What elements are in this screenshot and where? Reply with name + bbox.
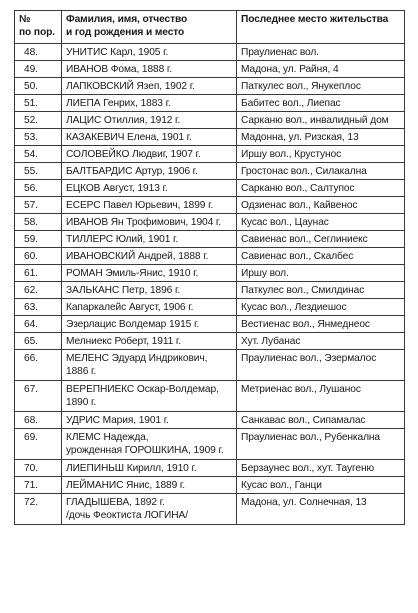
row-name-line: ГЛАДЫШЕВА, 1892 г. xyxy=(66,497,165,508)
row-residence: Вестиенас вол., Янмеднеос xyxy=(237,316,405,333)
row-number: 66. xyxy=(15,350,62,381)
row-name xyxy=(62,112,237,129)
row-number: 48. xyxy=(15,44,62,61)
row-name xyxy=(62,163,237,180)
row-name xyxy=(62,78,237,95)
row-residence: Кусас вол., Цаунас xyxy=(237,214,405,231)
table-row xyxy=(15,197,405,214)
table-row xyxy=(15,231,405,248)
row-name xyxy=(62,299,237,316)
row-number: 55. xyxy=(15,163,62,180)
row-residence: Санкавас вол., Сипамалас xyxy=(237,412,405,429)
row-name xyxy=(62,412,237,429)
row-residence: Кусас вол., Лездиешос xyxy=(237,299,405,316)
row-name-line: БАЛТБАРДИС Артур, 1906 г. xyxy=(66,166,198,177)
row-residence: Праулиенас вол., Эзермалос xyxy=(237,350,405,381)
row-number: 71. xyxy=(15,477,62,494)
table-row xyxy=(15,494,405,525)
table-row xyxy=(15,429,405,460)
row-residence: Хут. Лубанас xyxy=(237,333,405,350)
row-name xyxy=(62,265,237,282)
row-number: 59. xyxy=(15,231,62,248)
table-row xyxy=(15,44,405,61)
row-number: 54. xyxy=(15,146,62,163)
row-residence: Метриенас вол., Лушанос xyxy=(237,381,405,412)
header-number-line: № xyxy=(19,14,31,25)
table-row xyxy=(15,129,405,146)
row-name-line: ВЕРЕПНИЕКС Оскар-Волдемар, xyxy=(66,384,219,395)
row-residence: Гростонас вол., Силакална xyxy=(237,163,405,180)
row-residence: Кусас вол., Ганци xyxy=(237,477,405,494)
row-number: 72. xyxy=(15,494,62,525)
row-number: 51. xyxy=(15,95,62,112)
row-name-line: Эзерлацис Волдемар 1915 г. xyxy=(66,319,200,330)
row-name xyxy=(62,381,237,412)
row-number: 52. xyxy=(15,112,62,129)
table-row xyxy=(15,61,405,78)
table-row xyxy=(15,180,405,197)
row-residence: Паткулес вол., Янукеплос xyxy=(237,78,405,95)
table-row xyxy=(15,350,405,381)
row-name xyxy=(62,248,237,265)
row-name-line: ЕСЕРС Павел Юрьевич, 1899 г. xyxy=(66,200,214,211)
table-row xyxy=(15,477,405,494)
row-number: 69. xyxy=(15,429,62,460)
row-name-line: Капаркалейс Август, 1906 г. xyxy=(66,302,194,313)
row-name-line: ЛИЕПИНЬШ Кирилл, 1910 г. xyxy=(66,463,197,474)
row-name-line: КЛЕМС Надежда, xyxy=(66,432,149,443)
row-name-line: ИВАНОВ Ян Трофимович, 1904 г. xyxy=(66,217,221,228)
row-residence: Паткулес вол., Смилдинас xyxy=(237,282,405,299)
row-name-line: ИВАНОВСКИЙ Андрей, 1888 г. xyxy=(66,251,209,262)
row-residence: Мадона, ул. Райня, 4 xyxy=(237,61,405,78)
row-name-line: ЕЦКОВ Август, 1913 г. xyxy=(66,183,168,194)
row-name-line: урожденная ГОРОШКИНА, 1909 г. xyxy=(66,445,224,456)
table-header xyxy=(15,11,405,44)
table-row xyxy=(15,333,405,350)
row-residence: Берзаунес вол., хут. Таугеню xyxy=(237,460,405,477)
row-residence: Савиенас вол., Сеглиниекс xyxy=(237,231,405,248)
row-name-line: УДРИС Мария, 1901 г. xyxy=(66,415,169,426)
row-name xyxy=(62,316,237,333)
row-residence: Одзиенас вол., Кайвенос xyxy=(237,197,405,214)
row-name xyxy=(62,214,237,231)
table-row xyxy=(15,412,405,429)
row-residence: Бабитес вол., Лиепас xyxy=(237,95,405,112)
header-row xyxy=(15,11,405,44)
row-name-line: ИВАНОВ Фома, 1888 г. xyxy=(66,64,173,75)
table-row xyxy=(15,282,405,299)
row-name xyxy=(62,129,237,146)
row-residence: Праулиенас вол. xyxy=(237,44,405,61)
table-row xyxy=(15,381,405,412)
row-number: 65. xyxy=(15,333,62,350)
row-name-line: КАЗАКЕВИЧ Елена, 1901 г. xyxy=(66,132,192,143)
document-page xyxy=(14,10,405,525)
header-residence xyxy=(237,11,405,44)
row-number: 67. xyxy=(15,381,62,412)
row-name-line: /дочь Феоктиста ЛОГИНА/ xyxy=(66,510,188,521)
row-name xyxy=(62,44,237,61)
header-number xyxy=(15,11,62,44)
table-row xyxy=(15,112,405,129)
row-residence: Савиенас вол., Скалбес xyxy=(237,248,405,265)
table-row xyxy=(15,163,405,180)
row-name xyxy=(62,333,237,350)
row-name xyxy=(62,231,237,248)
table-row xyxy=(15,95,405,112)
row-name-line: ЛЕЙМАНИС Янис, 1889 г. xyxy=(66,480,185,491)
row-name xyxy=(62,95,237,112)
row-number: 60. xyxy=(15,248,62,265)
row-number: 68. xyxy=(15,412,62,429)
row-name xyxy=(62,460,237,477)
row-name-line: МЕЛЕНС Эдуард Индрикович, xyxy=(66,353,208,364)
header-name xyxy=(62,11,237,44)
table-row xyxy=(15,248,405,265)
header-name-line: и год рождения и место xyxy=(66,27,185,38)
row-number: 57. xyxy=(15,197,62,214)
row-name-line: ЛАЦИС Отиллия, 1912 г. xyxy=(66,115,181,126)
row-number: 58. xyxy=(15,214,62,231)
row-number: 56. xyxy=(15,180,62,197)
row-number: 50. xyxy=(15,78,62,95)
row-name-line: ЗАЛЬКАНС Петр, 1896 г. xyxy=(66,285,181,296)
table-body xyxy=(15,44,405,525)
table-row xyxy=(15,146,405,163)
row-name-line: 1890 г. xyxy=(66,397,97,408)
row-name-line: ЛАПКОВСКИЙ Язеп, 1902 г. xyxy=(66,81,195,92)
row-name xyxy=(62,494,237,525)
row-name-line: ТИЛЛЕРС Юлий, 1901 г. xyxy=(66,234,179,245)
row-name xyxy=(62,197,237,214)
header-residence-line: Последнее место жительства xyxy=(241,14,389,25)
row-number: 53. xyxy=(15,129,62,146)
residents-table xyxy=(14,10,405,525)
table-row xyxy=(15,316,405,333)
row-name xyxy=(62,429,237,460)
row-residence: Праулиенас вол., Рубенкална xyxy=(237,429,405,460)
row-residence: Иршу вол., Крустунос xyxy=(237,146,405,163)
row-number: 62. xyxy=(15,282,62,299)
row-number: 70. xyxy=(15,460,62,477)
row-name xyxy=(62,350,237,381)
table-row xyxy=(15,214,405,231)
row-residence: Мадонна, ул. Ризская, 13 xyxy=(237,129,405,146)
table-row xyxy=(15,460,405,477)
row-name-line: Мелниекс Роберт, 1911 г. xyxy=(66,336,182,347)
row-name-line: СОЛОВЕЙКО Людвиг, 1907 г. xyxy=(66,149,201,160)
row-number: 49. xyxy=(15,61,62,78)
row-name xyxy=(62,477,237,494)
row-number: 64. xyxy=(15,316,62,333)
row-name xyxy=(62,146,237,163)
row-residence: Мадона, ул. Солнечная, 13 xyxy=(237,494,405,525)
row-name-line: РОМАН Эмиль-Янис, 1910 г. xyxy=(66,268,199,279)
row-residence: Сарканю вол., Салтупос xyxy=(237,180,405,197)
row-name xyxy=(62,61,237,78)
header-number-line: по пор. xyxy=(19,27,55,38)
row-name-line: ЛИЕПА Генрих, 1883 г. xyxy=(66,98,171,109)
table-row xyxy=(15,265,405,282)
row-name-line: УНИТИС Карл, 1905 г. xyxy=(66,47,169,58)
table-row xyxy=(15,78,405,95)
header-name-line: Фамилия, имя, отчество xyxy=(66,14,188,25)
row-name xyxy=(62,282,237,299)
row-name xyxy=(62,180,237,197)
table-row xyxy=(15,299,405,316)
row-residence: Сарканю вол., инвалидный дом xyxy=(237,112,405,129)
row-number: 63. xyxy=(15,299,62,316)
row-residence: Иршу вол. xyxy=(237,265,405,282)
row-name-line: 1886 г. xyxy=(66,366,97,377)
row-number: 61. xyxy=(15,265,62,282)
